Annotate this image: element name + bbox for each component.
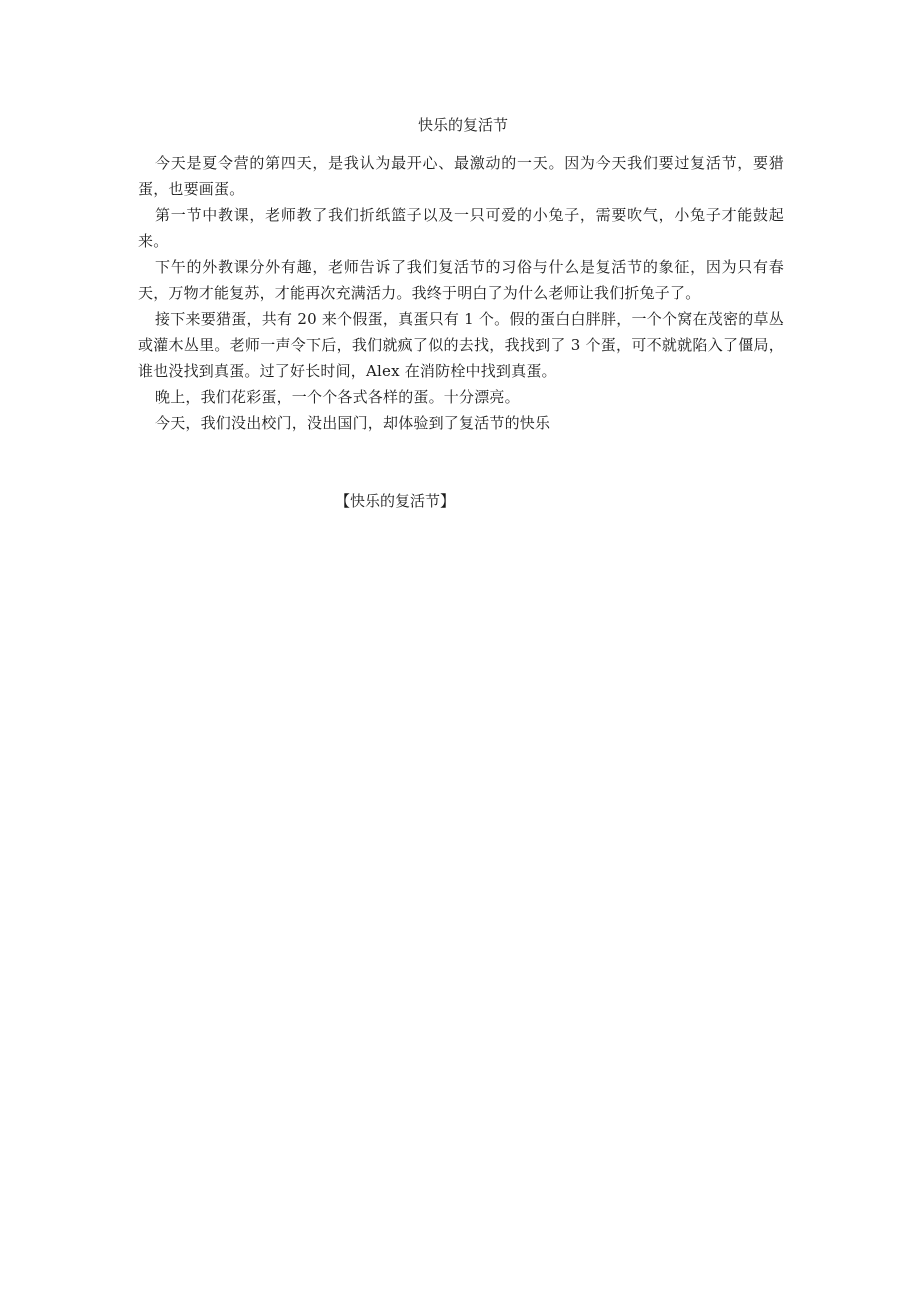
paragraph-5: 晚上，我们花彩蛋，一个个各式各样的蛋。十分漂亮。	[155, 388, 520, 406]
paragraph-6: 今天，我们没出校门，没出国门，却体验到了复活节的快乐	[155, 414, 551, 432]
paragraph-4: 接下来要猎蛋，共有 20 来个假蛋，真蛋只有 1 个。假的蛋白白胖胖，一个个窝在茂密的草丛或灌木丛里。老师一声令下后，我们就疯了似的去找，我找到了 3 个蛋，可不就就陷入了僵局，谁也没找到真蛋。过了好长时间，Alex 在消防栓中找到真蛋。	[138, 310, 784, 380]
paragraph-1: 今天是夏令营的第四天，是我认为最开心、最激动的一天。因为今天我们要过复活节，要猎蛋，也要画蛋。	[138, 154, 784, 198]
document-body	[138, 112, 784, 436]
footer-title: 【快乐的复活节】	[335, 492, 456, 510]
paragraph-2: 第一节中教课，老师教了我们折纸篮子以及一只可爱的小兔子，需要吹气，小兔子才能鼓起来。	[138, 206, 784, 250]
paragraph-3: 下午的外教课分外有趣，老师告诉了我们复活节的习俗与什么是复活节的象征，因为只有春天，万物才能复苏，才能再次充满活力。我终于明白了为什么老师让我们折兔子了。	[138, 258, 784, 302]
document-title: 快乐的复活节	[417, 116, 508, 134]
